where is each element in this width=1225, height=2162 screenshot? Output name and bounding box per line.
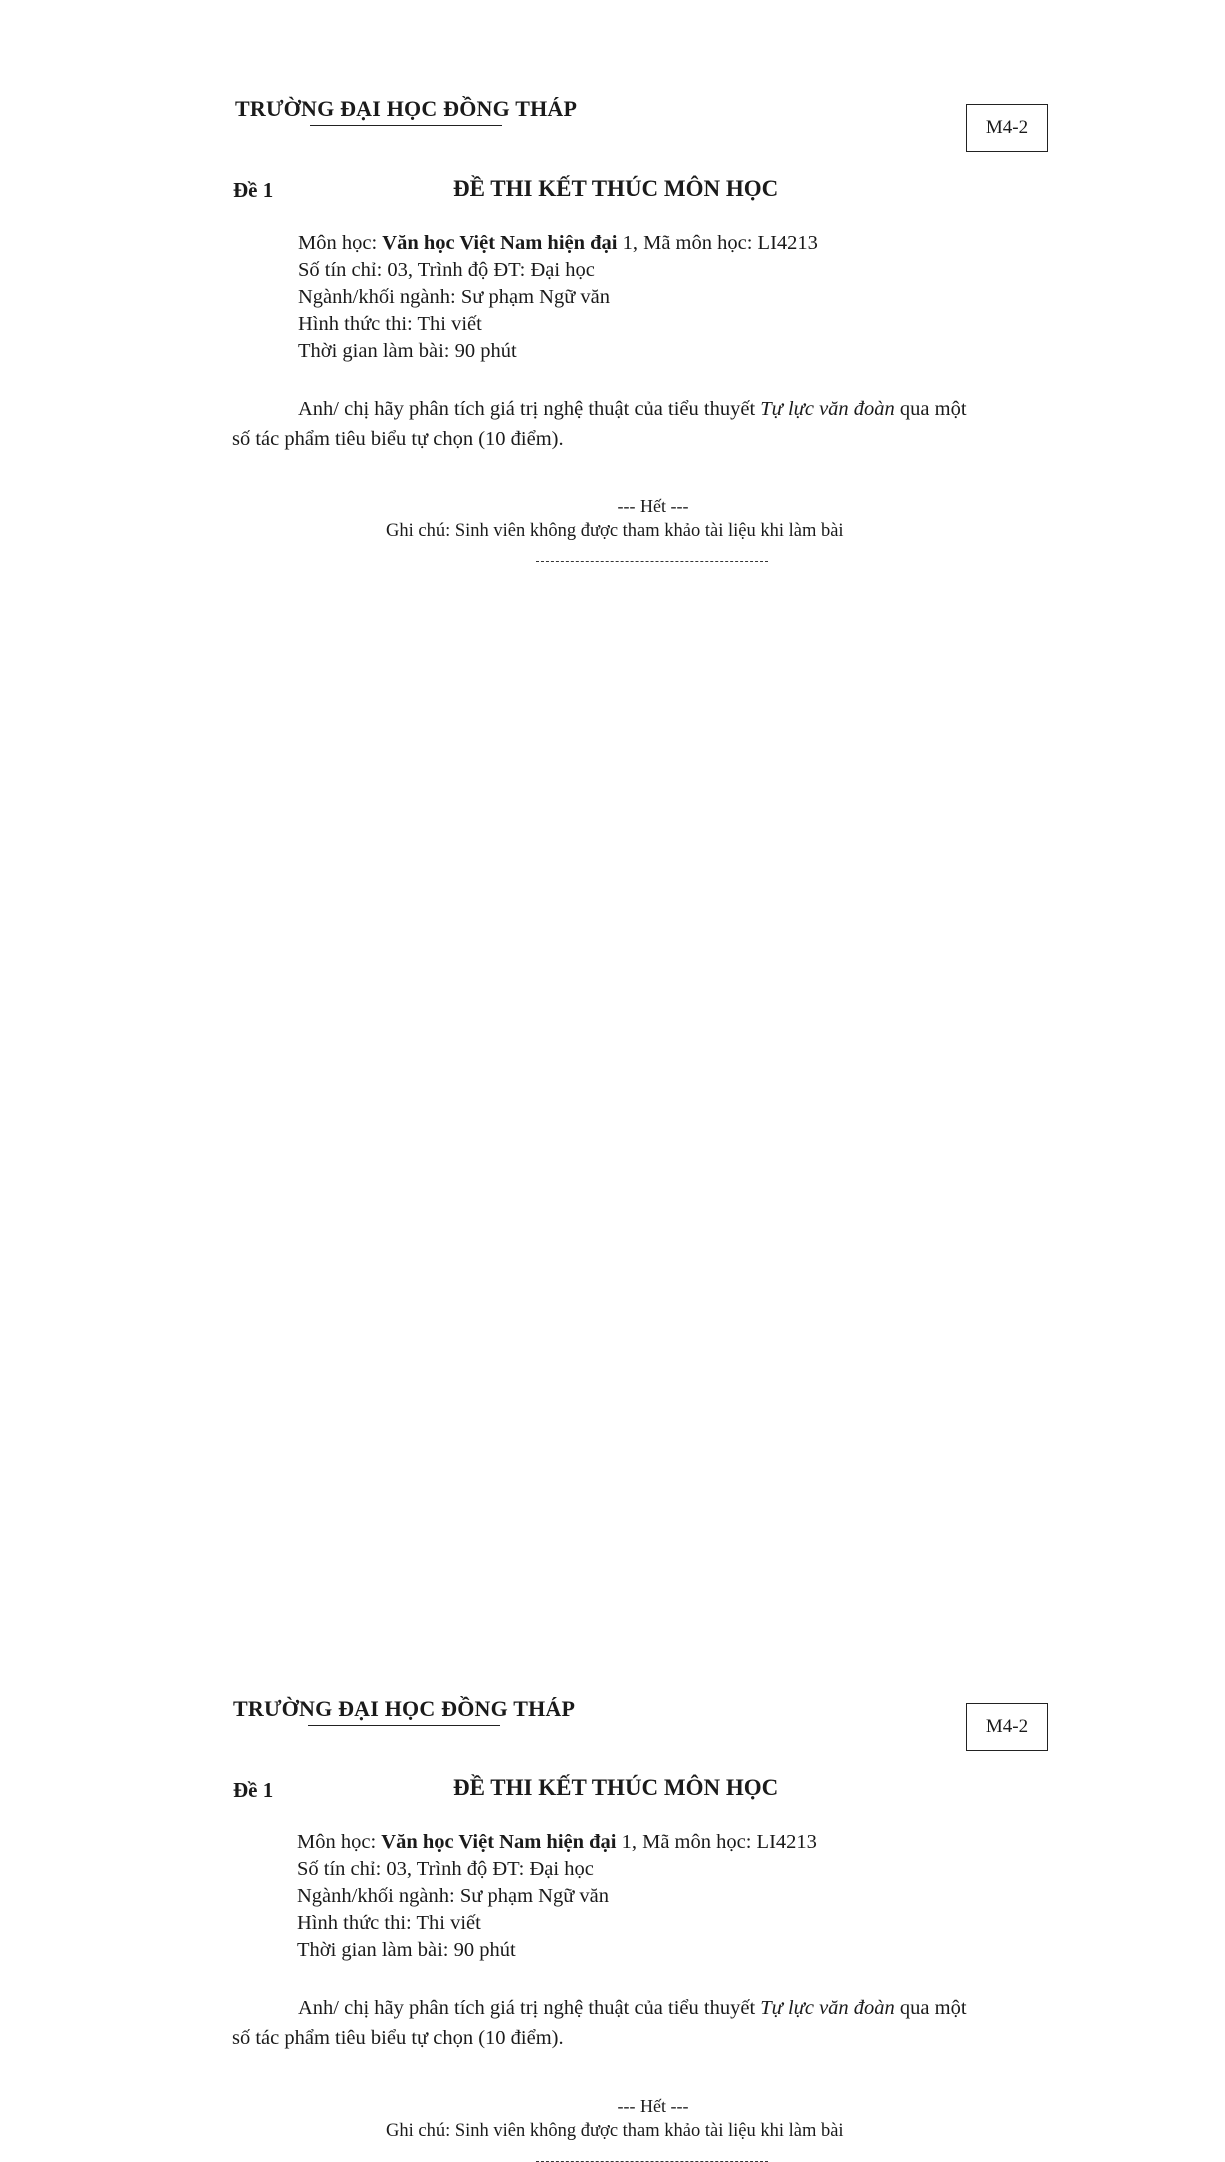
subject-line — [298, 230, 818, 257]
form-code-box: M4-2 — [966, 104, 1048, 152]
end-mark: --- Hết --- — [617, 2096, 689, 2116]
school-name: TRƯỜNG ĐẠI HỌC ĐỒNG THÁP — [235, 96, 578, 121]
exam-note: Ghi chú: Sinh viên không được tham khảo tài liệu khi làm bài — [386, 521, 844, 541]
exam-title: ĐỀ THI KẾT THÚC MÔN HỌC — [453, 1775, 779, 1800]
exam-number: Đề 1 — [233, 1778, 274, 1802]
form-code-box: M4-2 — [966, 1703, 1048, 1751]
school-underline — [308, 1725, 500, 1726]
subject-prefix: Môn học: — [297, 1831, 382, 1853]
exam-number: Đề 1 — [233, 178, 274, 202]
subject-suffix: 1, Mã môn học: LI4213 — [616, 1831, 817, 1853]
major-line: Ngành/khối ngành: Sư phạm Ngữ văn — [297, 1885, 610, 1907]
dashed-divider — [536, 561, 768, 562]
exam-question — [232, 1993, 1072, 2053]
question-line-2: số tác phẩm tiêu biểu tự chọn (10 điểm). — [232, 428, 564, 450]
major-line: Ngành/khối ngành: Sư phạm Ngữ văn — [298, 286, 611, 308]
question-line-1 — [232, 394, 1072, 424]
duration-line: Thời gian làm bài: 90 phút — [297, 1939, 516, 1961]
question-italic: Tự lực văn đoàn — [760, 398, 895, 420]
school-underline — [310, 125, 502, 126]
question-end: qua một — [894, 398, 967, 420]
format-line: Hình thức thi: Thi viết — [297, 1912, 481, 1934]
exam-sheet-bottom — [0, 800, 1225, 2141]
subject-line — [297, 1829, 817, 1856]
format-line: Hình thức thi: Thi viết — [298, 313, 482, 335]
course-info — [297, 1829, 817, 1964]
credits-line: Số tín chỉ: 03, Trình độ ĐT: Đại học — [298, 259, 595, 281]
credits-line: Số tín chỉ: 03, Trình độ ĐT: Đại học — [297, 1858, 594, 1880]
exam-sheet-top — [0, 0, 1225, 800]
subject-name: Văn học Việt Nam hiện đại — [382, 232, 618, 254]
question-line-1 — [232, 1993, 1072, 2023]
exam-question — [232, 394, 1072, 454]
subject-suffix: 1, Mã môn học: LI4213 — [617, 232, 818, 254]
question-start: Anh/ chị hãy phân tích giá trị nghệ thuật của tiểu thuyết — [298, 398, 761, 420]
exam-note: Ghi chú: Sinh viên không được tham khảo tài liệu khi làm bài — [386, 2121, 844, 2141]
duration-line: Thời gian làm bài: 90 phút — [298, 340, 517, 362]
course-info — [298, 230, 818, 365]
subject-name: Văn học Việt Nam hiện đại — [381, 1831, 617, 1853]
question-end: qua một — [894, 1997, 967, 2019]
question-line-2: số tác phẩm tiêu biểu tự chọn (10 điểm). — [232, 2027, 564, 2049]
school-name: TRƯỜNG ĐẠI HỌC ĐỒNG THÁP — [233, 1696, 576, 1721]
exam-title: ĐỀ THI KẾT THÚC MÔN HỌC — [453, 176, 779, 201]
subject-prefix: Môn học: — [298, 232, 383, 254]
end-mark: --- Hết --- — [617, 496, 689, 516]
question-italic: Tự lực văn đoàn — [760, 1997, 895, 2019]
question-start: Anh/ chị hãy phân tích giá trị nghệ thuật của tiểu thuyết — [298, 1997, 761, 2019]
